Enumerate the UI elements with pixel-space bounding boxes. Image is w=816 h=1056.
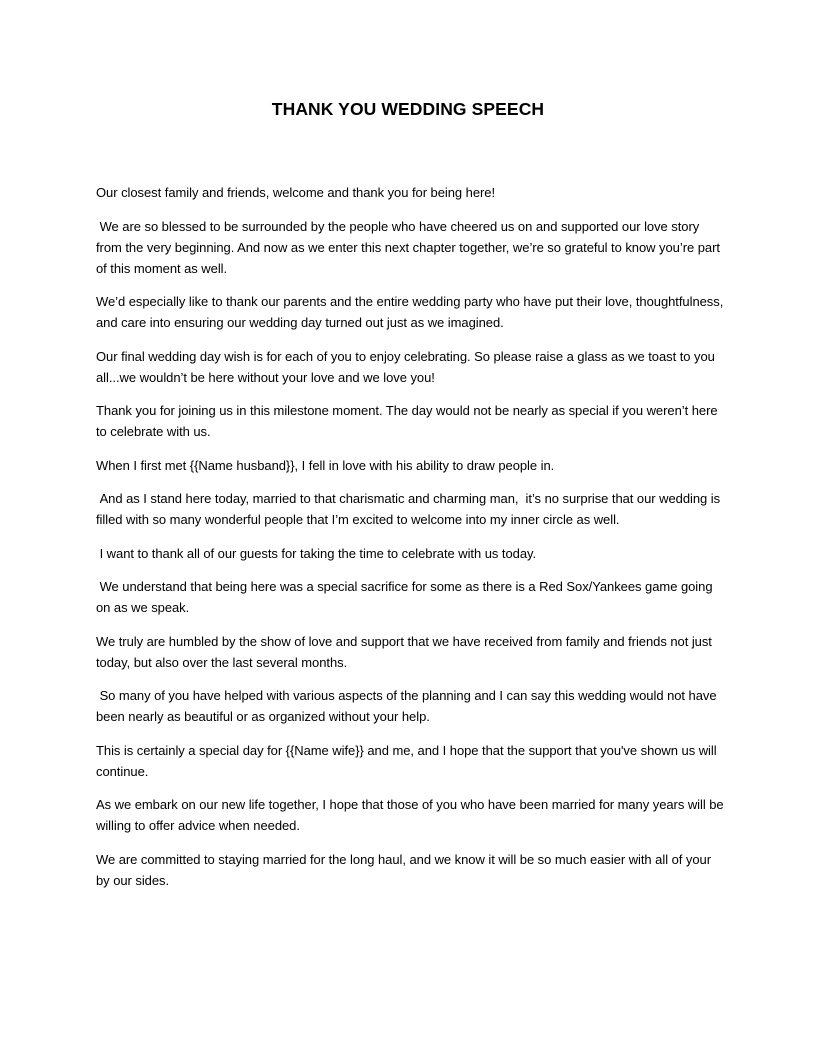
paragraph-blessed: We are so blessed to be surrounded by the people who have cheered us on and supported our love story from the very beginning. And now as we enter this next chapter together, we’re so grateful to know you’re part of this moment as well.	[96, 218, 724, 276]
paragraph-milestone: Thank you for joining us in this milestone moment. The day would not be nearly as special if you weren’t here to celebrate with us.	[96, 403, 722, 439]
paragraph-humbled: We truly are humbled by the show of love and support that we have received from family and friends not just today, but also over the last several months.	[96, 633, 716, 670]
paragraph-committed: We are committed to staying married for the long haul, and we know it will be so much easier with all of your by our sides.	[96, 851, 715, 888]
paragraph-welcome: Our closest family and friends, welcome and thank you for being here!	[96, 185, 496, 200]
document-title: THANK YOU WEDDING SPEECH	[271, 99, 545, 119]
paragraph-planning-help: So many of you have helped with various aspects of the planning and I can say this wedding would not have been nearly as beautiful or as organized without your help.	[96, 688, 721, 724]
paragraph-new-life: As we embark on our new life together, I hope that those of you who have been married for many years will be willing to offer advice when needed.	[96, 797, 728, 833]
paragraph-thank-parents: We’d especially like to thank our parents and the entire wedding party who have put their love, thoughtfulness, and care into ensuring our wedding day turned out just as we imagined.	[96, 294, 727, 330]
paragraph-toast: Our final wedding day wish is for each of you to enjoy celebrating. So please raise a glass as we toast to you all...we wouldn’t be here without your love and we love you!	[96, 348, 719, 385]
paragraph-special-day: This is certainly a special day for {{Name wife}} and me, and I hope that the support that you've shown us will continue.	[96, 742, 721, 779]
paragraph-thank-guests: I want to thank all of our guests for taking the time to celebrate with us today.	[96, 545, 537, 561]
paragraph-first-met: When I first met {{Name husband}}, I fell in love with his ability to draw people in.	[96, 457, 555, 473]
speech-body	[96, 182, 726, 903]
paragraph-charming-man: And as I stand here today, married to that charismatic and charming man, it’s no surprise that our wedding is filled with so many wonderful people that I’m excited to welcome into my inner circle as well.	[96, 491, 724, 527]
paragraph-sacrifice: We understand that being here was a special sacrifice for some as there is a Red Sox/Yankees game going on as we speak.	[96, 579, 717, 615]
